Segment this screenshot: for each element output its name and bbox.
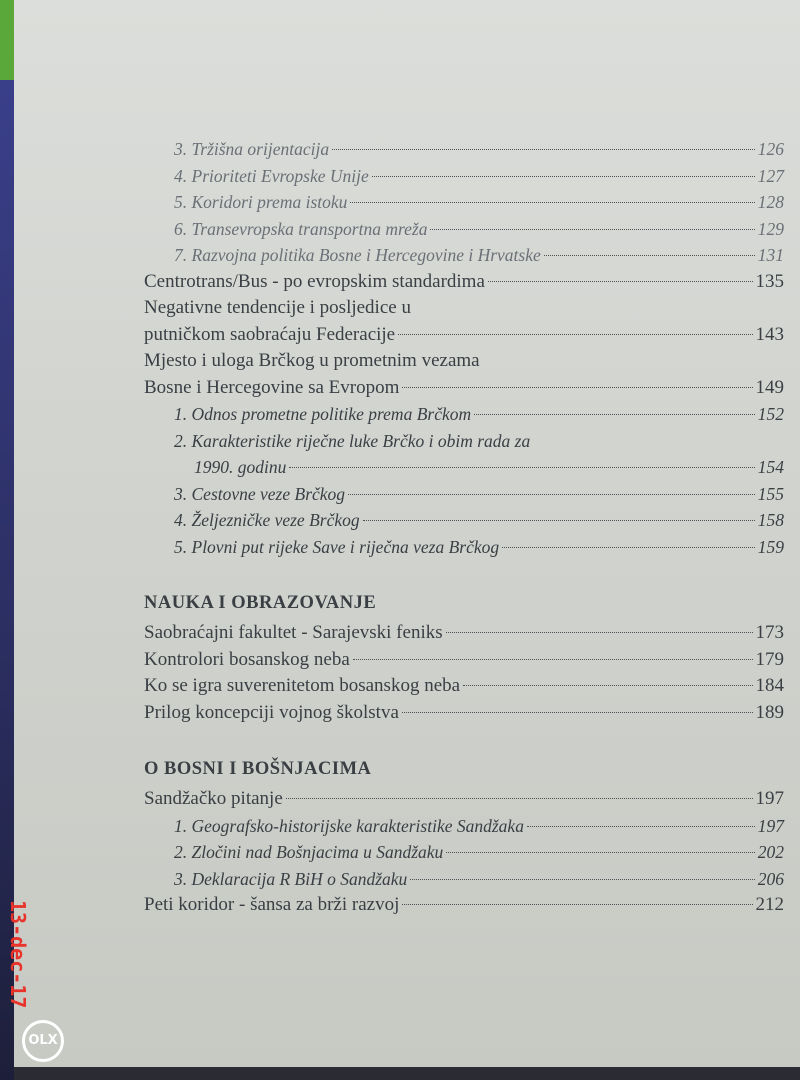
toc-entry-brcko-cestovne: 3. Cestovne veze Brčkog 155 xyxy=(174,483,784,504)
toc-entry-sandzacko: Sandžačko pitanje 197 xyxy=(144,788,784,809)
toc-entry-centrotrans: Centrotrans/Bus - po evropskim standardima 135 xyxy=(144,270,784,292)
toc-entry-brcko-zeljeznicke: 4. Željezničke veze Brčkog 158 xyxy=(174,510,784,530)
toc-entry-saobracajni: Saobraćajni fakultet - Sarajevski feniks 173 xyxy=(144,622,784,643)
olx-watermark-logo: OLX xyxy=(22,1020,64,1062)
toc-entry-negativne-line1: Negativne tendencije i posljedice u xyxy=(144,297,411,318)
toc-entry-zlocini: 2. Zločini nad Bošnjacima u Sandžaku 202 xyxy=(174,842,784,862)
toc-entry-transevropska: 6. Transevropska transportna mreža 129 xyxy=(174,218,784,239)
photo-date-stamp: 13-dec-17 xyxy=(6,900,30,1009)
toc-entry-deklaracija: 3. Deklaracija R BiH o Sandžaku 206 xyxy=(174,868,784,889)
toc-entry-peti-koridor: Peti koridor - šansa za brži razvoj 212 xyxy=(144,894,784,915)
table-of-contents xyxy=(144,136,784,919)
book-page xyxy=(14,0,800,1067)
book-spine-green xyxy=(0,0,14,80)
toc-entry-kontrolori: Kontrolori bosanskog neba 179 xyxy=(144,648,784,670)
section-heading-nauka: NAUKA I OBRAZOVANJE xyxy=(144,593,377,613)
section-heading-bosni: O BOSNI I BOŠNJACIMA xyxy=(144,759,372,779)
toc-entry-trzisna: 3. Tržišna orijentacija 126 xyxy=(174,139,784,159)
toc-entry-prioriteti: 4. Prioriteti Evropske Unije 127 xyxy=(174,165,784,186)
toc-entry-brcko-plovni: 5. Plovni put rijeke Save i riječna veza Brčkog 159 xyxy=(174,536,784,557)
toc-entry-brcko-luka-line1: 2. Karakteristike riječne luke Brčko i obim rada za xyxy=(174,430,531,451)
toc-entry-brcko-luka: 1990. godinu 154 xyxy=(194,457,784,477)
toc-entry-suverenitet: Ko se igra suverenitetom bosanskog neba 184 xyxy=(144,675,784,696)
toc-entry-razvojna: 7. Razvojna politika Bosne i Hercegovine i Hrvatske 131 xyxy=(174,245,784,265)
toc-entry-brcko: Bosne i Hercegovine sa Evropom 149 xyxy=(144,376,784,398)
toc-entry-brcko-odnos: 1. Odnos prometne politike prema Brčkom 152 xyxy=(174,404,784,424)
toc-entry-negativne: putničkom saobraćaju Federacije 143 xyxy=(144,323,784,345)
toc-entry-prilog: Prilog koncepciji vojnog školstva 189 xyxy=(144,701,784,723)
toc-entry-koridori: 5. Koridori prema istoku 128 xyxy=(174,192,784,212)
toc-entry-geografsko: 1. Geografsko-historijske karakteristike Sandžaka 197 xyxy=(174,815,784,836)
toc-entry-brcko-line1: Mjesto i uloga Brčkog u prometnim vezama xyxy=(144,350,480,371)
